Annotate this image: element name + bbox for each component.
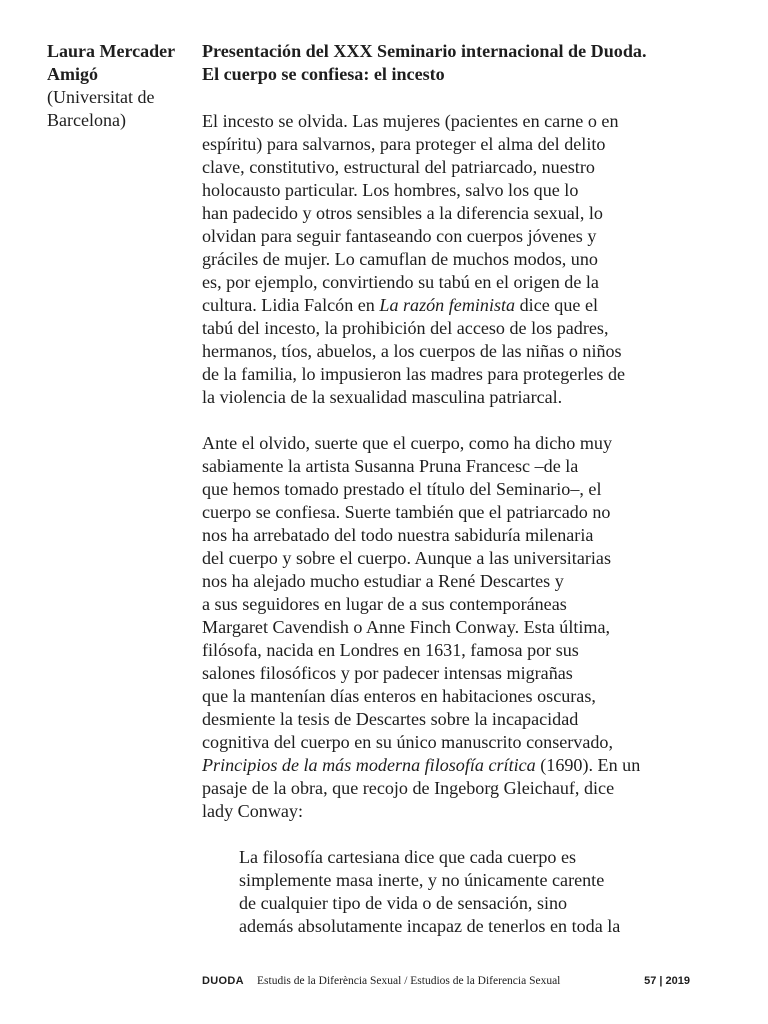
article-title [202,40,694,86]
page-footer [202,975,690,991]
text-line: espíritu) para salvarnos, para proteger el alma del delito [202,134,606,154]
text-line: gráciles de mujer. Lo camuflan de muchos modos, uno [202,249,598,269]
text-line: es, por ejemplo, convirtiendo su tabú en el origen de la [202,272,599,292]
text-line [202,294,694,317]
text-line: tabú del incesto, la prohibición del acceso de los padres, [202,318,609,338]
block-quote [239,846,694,938]
journal-brand: DUODA [202,975,244,987]
text-line: Ante el olvido, suerte que el cuerpo, como ha dicho muy [202,433,613,453]
text-line: pasaje de la obra, que recojo de Ingeborg Gleichauf, dice [202,778,615,798]
author-affiliation [47,86,192,132]
article-title-line: El cuerpo se confiesa: el incesto [202,64,445,84]
text-line: de la familia, lo impusieron las madres para protegerles de [202,364,626,384]
author-name [47,40,192,86]
quote-line: de cualquier tipo de vida o de sensación, sino [239,893,568,913]
text-line: clave, constitutivo, estructural del patriarcado, nuestro [202,157,595,177]
text-segment: cultura. Lidia Falcón en [202,295,380,315]
text-line: filósofa, nacida en Londres en 1631, famosa por sus [202,640,579,660]
text-line: del cuerpo y sobre el cuerpo. Aunque a las universitarias [202,548,611,568]
text-line: a sus seguidores en lugar de a sus contemporáneas [202,594,567,614]
journal-title: Estudis de la Diferència Sexual / Estudios de la Diferencia Sexual [257,975,561,987]
text-line: El incesto se olvida. Las mujeres (pacientes en carne o en [202,111,619,131]
text-line: Margaret Cavendish o Anne Finch Conway. Esta última, [202,617,611,637]
text-segment: dice que el [515,295,598,315]
text-line: nos ha alejado mucho estudiar a René Descartes y [202,571,564,591]
book-title: La razón feminista [379,295,516,315]
text-segment: (1690). En un [535,755,641,775]
text-line: sabiamente la artista Susanna Pruna Francesc –de la [202,456,579,476]
text-line: nos ha arrebatado del todo nuestra sabiduría milenaria [202,525,594,545]
text-line: que hemos tomado prestado el título del Seminario–, el [202,479,602,499]
book-title: Principios de la más moderna filosofía crítica [202,755,536,775]
quote-line: simplemente masa inerte, y no únicamente carente [239,870,605,890]
quote-line: La filosofía cartesiana dice que cada cuerpo es [239,847,577,867]
text-line: lady Conway: [202,801,304,821]
text-line [202,754,694,777]
text-line: cognitiva del cuerpo en su único manuscrito conservado, [202,732,614,752]
author-block [47,40,192,132]
quote-line: además absolutamente incapaz de tenerlos en toda la [239,916,621,936]
paragraph-1 [202,110,694,409]
text-line: desmiente la tesis de Descartes sobre la incapacidad [202,709,579,729]
text-line: que la mantenían días enteros en habitaciones oscuras, [202,686,596,706]
text-line: salones filosóficos y por padecer intensas migrañas [202,663,573,683]
author-name-line: Laura Mercader [47,41,176,61]
text-line: la violencia de la sexualidad masculina patriarcal. [202,387,563,407]
article-body [202,40,694,938]
author-affiliation-line: (Universitat de [47,87,155,107]
author-affiliation-line: Barcelona) [47,110,126,130]
page-number: 57 | 2019 [644,975,690,987]
text-line: olvidan para seguir fantaseando con cuerpos jóvenes y [202,226,597,246]
paragraph-2 [202,432,694,823]
text-line: han padecido y otros sensibles a la diferencia sexual, lo [202,203,603,223]
author-name-line: Amigó [47,64,98,84]
text-line: hermanos, tíos, abuelos, a los cuerpos de las niñas o niños [202,341,622,361]
article-title-line: Presentación del XXX Seminario internacional de Duoda. [202,41,647,61]
text-line: cuerpo se confiesa. Suerte también que el patriarcado no [202,502,611,522]
text-line: holocausto particular. Los hombres, salvo los que lo [202,180,579,200]
